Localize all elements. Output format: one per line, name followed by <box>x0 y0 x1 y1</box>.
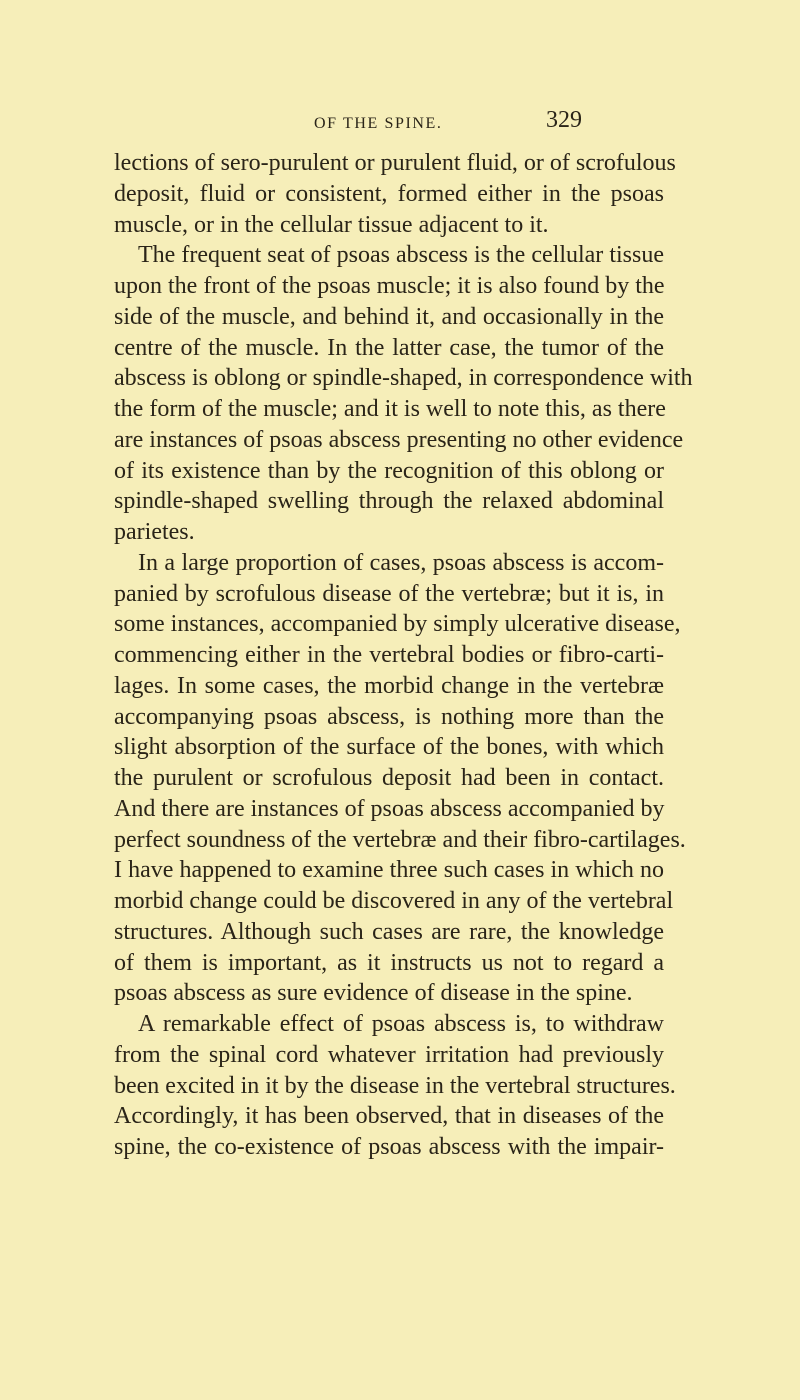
text-line: side of the muscle, and behind it, and occasionally in the <box>114 303 664 330</box>
text-line: The frequent seat of psoas abscess is the cellular tissue <box>138 242 664 269</box>
text-line: Accordingly, it has been observed, that in diseases of the <box>114 1103 664 1130</box>
text-line: And there are instances of psoas abscess accompanied by <box>114 795 665 822</box>
text-line: lages. In some cases, the morbid change in the vertebræ <box>114 672 664 699</box>
text-line: centre of the muscle. In the latter case, the tumor of the <box>114 334 664 361</box>
text-line: I have happened to examine three such cases in which no <box>114 857 664 884</box>
text-line: psoas abscess as sure evidence of disease in the spine. <box>114 980 633 1007</box>
text-line: from the spinal cord whatever irritation had previously <box>114 1041 664 1068</box>
text-line: structures. Although such cases are rare, the knowledge <box>114 918 664 945</box>
text-line: abscess is oblong or spindle-shaped, in correspondence with <box>114 365 693 392</box>
text-line: been excited in it by the disease in the vertebral structures. <box>114 1072 676 1099</box>
text-line: the form of the muscle; and it is well to note this, as there <box>114 396 666 422</box>
text-line: panied by scrofulous disease of the vertebræ; but it is, in <box>114 580 664 607</box>
text-line: parietes. <box>114 519 195 545</box>
running-head: OF THE SPINE. <box>314 115 443 132</box>
page-header <box>0 86 800 133</box>
text-line: perfect soundness of the vertebræ and their fibro-cartilages. <box>114 826 686 853</box>
text-line: upon the front of the psoas muscle; it is also found by the <box>114 273 665 299</box>
text-line: deposit, fluid or consistent, formed either in the psoas <box>114 180 664 207</box>
text-line: morbid change could be discovered in any of the vertebral <box>114 888 674 914</box>
body-text <box>114 148 693 1163</box>
text-line: slight absorption of the surface of the bones, with which <box>114 734 664 761</box>
page-number: 329 <box>546 107 582 133</box>
text-line: are instances of psoas abscess presenting no other evidence <box>114 426 684 453</box>
text-line: spine, the co-existence of psoas abscess with the impair- <box>114 1134 664 1160</box>
text-line: muscle, or in the cellular tissue adjacent to it. <box>114 211 549 238</box>
text-line: the purulent or scrofulous deposit had been in contact. <box>114 765 664 791</box>
text-line: spindle-shaped swelling through the relaxed abdominal <box>114 488 664 515</box>
text-line: some instances, accompanied by simply ulcerative disease, <box>114 611 681 638</box>
text-line: accompanying psoas abscess, is nothing more than the <box>114 703 664 730</box>
text-line: A remarkable effect of psoas abscess is, to withdraw <box>138 1011 664 1037</box>
text-line: of them is important, as it instructs us not to regard a <box>114 949 664 976</box>
text-line: lections of sero-purulent or purulent fluid, or of scrofulous <box>114 150 676 176</box>
text-line: In a large proportion of cases, psoas abscess is accom- <box>138 549 664 576</box>
text-line: of its existence than by the recognition of this oblong or <box>114 457 664 484</box>
text-line: commencing either in the vertebral bodies or fibro-carti- <box>114 642 664 668</box>
